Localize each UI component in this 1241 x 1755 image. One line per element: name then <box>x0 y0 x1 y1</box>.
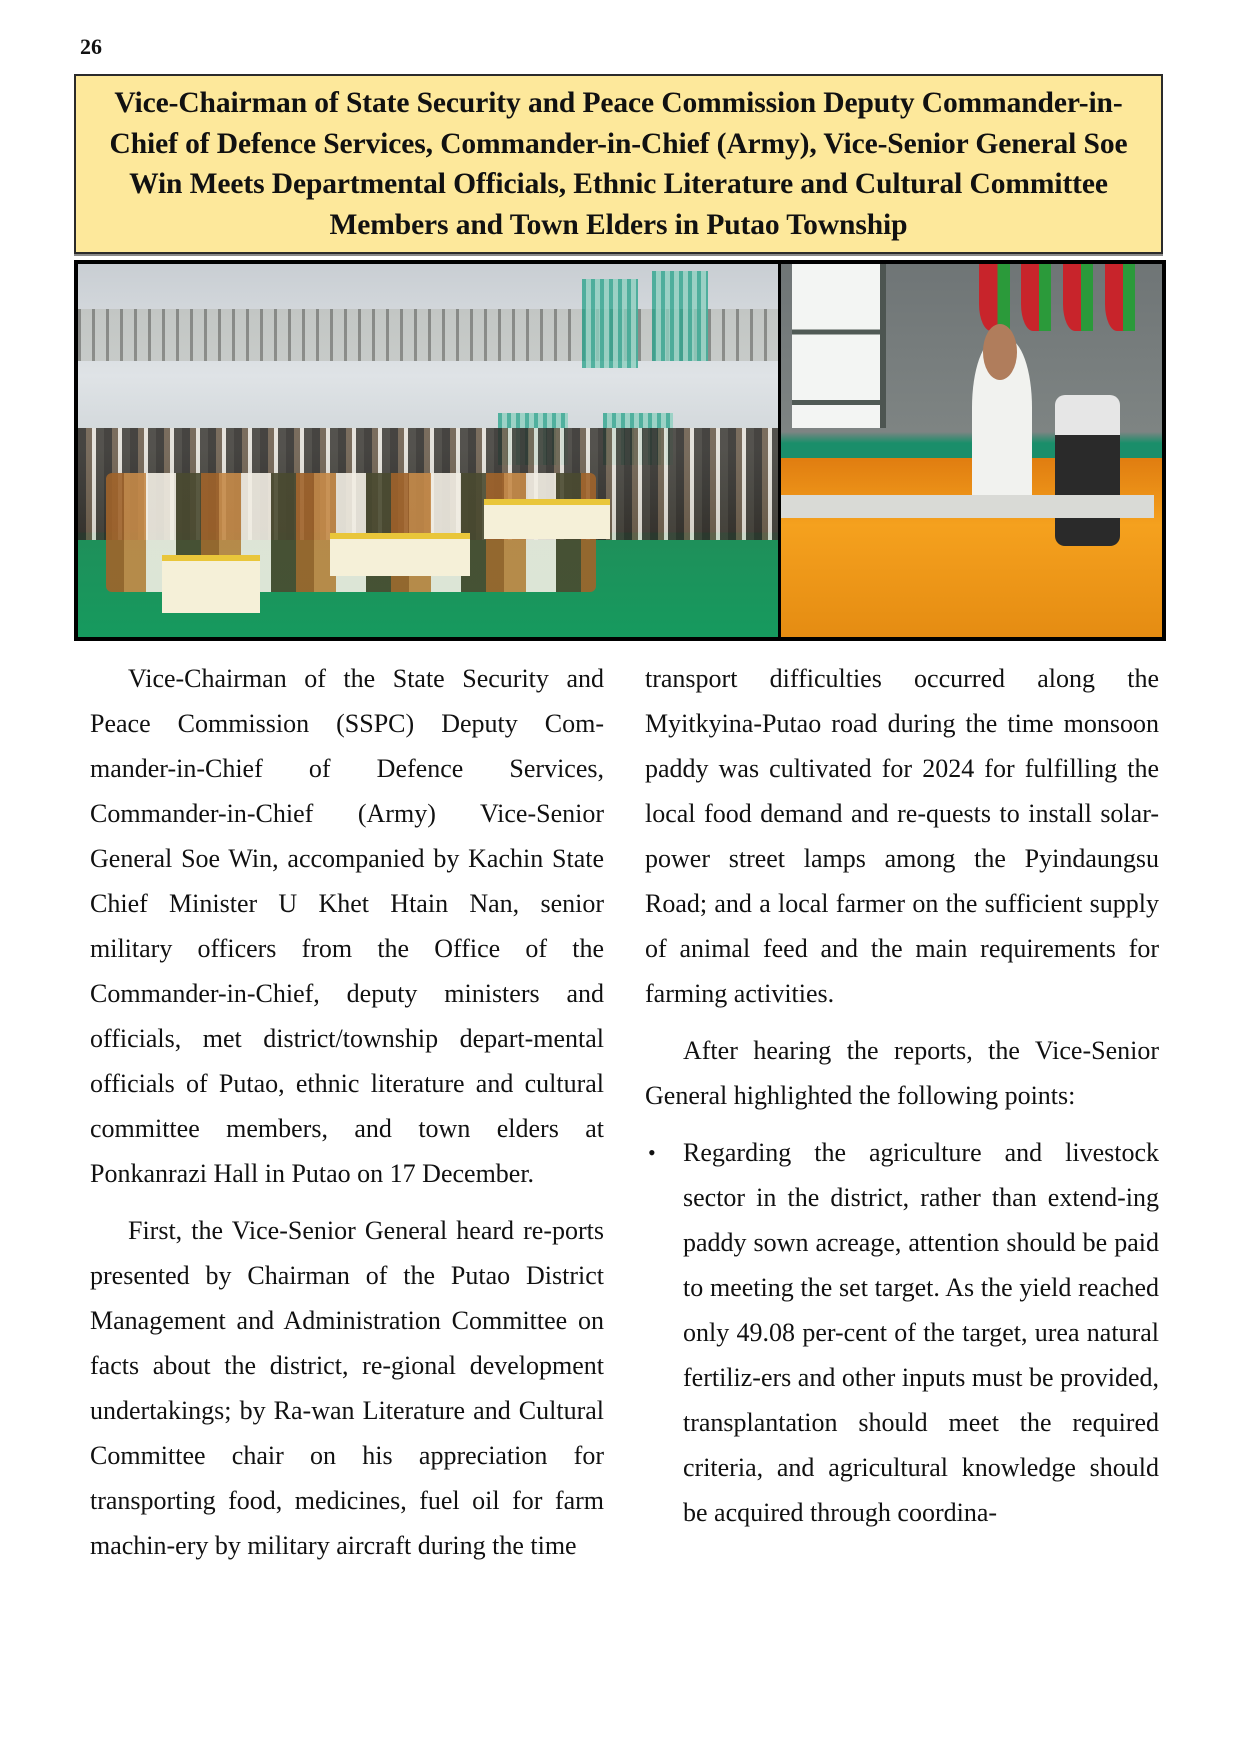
body-paragraph-continuation: transport difficulties occurred along the Myitkyina-Putao road during the time monsoon paddy was cultivated for 2024 for fulfilling the local food demand and re-quests to install solar-power street lamps among the Pyindaungsu Road; and a local farmer on the sufficient supply of animal feed and the main requirements for farming activities. <box>645 664 1159 1008</box>
flag <box>1021 264 1051 331</box>
speaker-photo <box>781 264 1162 637</box>
left-column <box>90 656 604 1580</box>
bullet-text: Regarding the agriculture and livestock sector in the district, rather than extend-ing paddy sown acreage, attention should be paid to meeting the set target. As the yield reached only 49.08 per-cent of the target, urea natural fertiliz-ers and other inputs must be provided, transplantation should meet the required criteria, and agricultural knowledge should be acquired through coordina- <box>683 1138 1159 1527</box>
flag <box>1105 264 1135 331</box>
speaker-head <box>983 324 1017 380</box>
desk-top <box>781 495 1154 517</box>
flag <box>979 264 1009 331</box>
audience-photo <box>78 264 778 637</box>
right-column <box>645 656 1159 1535</box>
window <box>792 264 886 428</box>
page-number: 26 <box>80 34 102 59</box>
side-table <box>484 499 610 539</box>
side-table <box>330 533 470 576</box>
body-paragraph: Vice-Chairman of the State Security and Peace Commission (SSPC) Deputy Com-mander-in-Chief of Defence Services, Commander-in-Chief (Army) Vice-Senior General Soe Win, accompanied by Kachin State Chief Minister U Khet Htain Nan, senior military officers from the Office of the Commander-in-Chief, deputy ministers and officials, met district/township depart-mental officials of Putao, ethnic literature and cultural committee members, and town elders at Ponkanrazi Hall in Putao on 17 December. <box>90 664 604 1188</box>
curtain <box>582 279 638 369</box>
headline: Vice-Chairman of State Security and Peace Commission Deputy Commander-in-Chief of Defence Services, Commander-in-Chief (Army), Vice-Senior General Soe Win Meets Departmental Officials, Ethnic Literature and Cultural Committee Members and Town Elders in Putao Township <box>109 87 1128 241</box>
side-table <box>162 555 260 613</box>
bullet-icon: • <box>648 1140 656 1165</box>
flag <box>1063 264 1093 331</box>
lace-covered-chair <box>1055 395 1120 547</box>
body-paragraph: First, the Vice-Senior General heard re-ports presented by Chairman of the Putao District Management and Administration Committee on facts about the district, re-gional development undertakings; by Ra-wan Literature and Cultural Committee chair on his appreciation for transporting food, medicines, fuel oil for farm machin-ery by military aircraft during the time <box>90 1216 604 1560</box>
body-paragraph: After hearing the reports, the Vice-Senior General highlighted the following points: <box>645 1036 1159 1110</box>
bullet-list <box>645 1130 1159 1535</box>
photo-frame <box>74 260 1166 641</box>
bullet-item <box>645 1130 1159 1535</box>
headline-box <box>74 74 1163 254</box>
curtain <box>652 271 708 361</box>
